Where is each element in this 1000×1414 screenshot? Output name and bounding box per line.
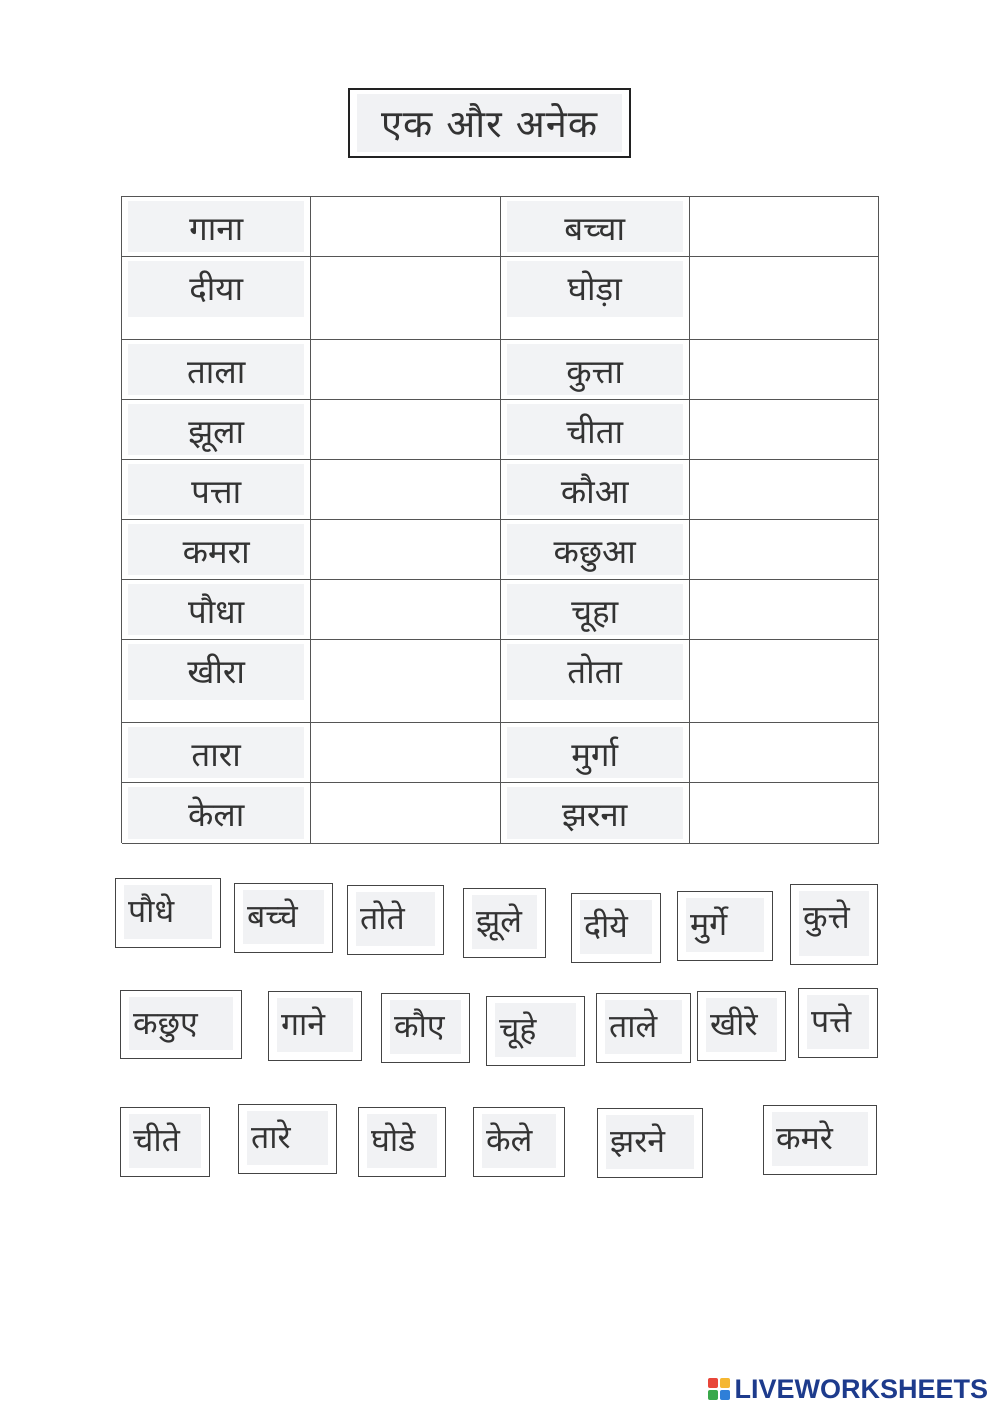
singular-word-cell (122, 640, 311, 723)
singular-word-cell (122, 257, 311, 340)
plural-word: चूहे (499, 1010, 537, 1048)
singular-word-cell (122, 580, 311, 640)
plural-word-tile[interactable] (798, 988, 878, 1058)
singular-word: झूला (188, 412, 245, 451)
singular-word-cell (501, 400, 690, 460)
answer-drop-cell[interactable] (690, 257, 879, 340)
answer-drop-cell[interactable] (690, 723, 879, 783)
plural-word: पत्ते (811, 1002, 852, 1040)
table-row (122, 723, 879, 783)
liveworksheets-logo (708, 1374, 988, 1404)
singular-word: चूहा (571, 592, 619, 631)
answer-drop-cell[interactable] (311, 723, 500, 783)
singular-word-cell (501, 340, 690, 400)
singular-word-cell (501, 783, 690, 844)
plural-word: झूले (476, 902, 522, 940)
answer-drop-cell[interactable] (690, 520, 879, 580)
answer-drop-cell[interactable] (311, 783, 500, 844)
plural-word-tile[interactable] (763, 1105, 877, 1175)
plural-word-tile[interactable] (473, 1107, 565, 1177)
singular-word: तोता (567, 652, 622, 691)
answer-drop-cell[interactable] (311, 640, 500, 723)
plural-word: कुत्ते (803, 898, 850, 936)
plural-word-tile[interactable] (358, 1107, 446, 1177)
worksheet-title: एक और अनेक (357, 94, 622, 152)
answer-drop-cell[interactable] (311, 197, 500, 257)
table-row (122, 460, 879, 520)
singular-word: ताला (186, 352, 246, 391)
singular-word-cell (122, 340, 311, 400)
plural-word-tile[interactable] (115, 878, 221, 948)
table-row (122, 340, 879, 400)
singular-word-cell (501, 460, 690, 520)
singular-word: तारा (191, 735, 241, 774)
brand-name: LIVEWORKSHEETS (734, 1373, 988, 1404)
answer-drop-cell[interactable] (690, 783, 879, 844)
table-row (122, 400, 879, 460)
plural-word: ताले (609, 1007, 658, 1045)
plural-word-tile[interactable] (234, 883, 333, 953)
singular-word: खीरा (187, 652, 245, 691)
singular-word: चीता (566, 412, 624, 451)
table-row (122, 580, 879, 640)
singular-word: घोड़ा (567, 269, 622, 308)
plural-word: पौधे (128, 892, 175, 930)
plural-word: बच्चे (247, 897, 298, 935)
table-row (122, 640, 879, 723)
singular-word: पत्ता (191, 472, 242, 511)
singular-word-cell (122, 400, 311, 460)
singular-word: कछुआ (553, 532, 636, 571)
singular-word: केला (187, 795, 245, 834)
plural-word-tile[interactable] (463, 888, 546, 958)
plural-word-tile[interactable] (238, 1104, 337, 1174)
plural-word-tile[interactable] (120, 1107, 210, 1177)
answer-drop-cell[interactable] (311, 400, 500, 460)
plural-word: कौए (394, 1007, 445, 1045)
singular-word-cell (501, 520, 690, 580)
table-row (122, 197, 879, 257)
plural-word-tile[interactable] (697, 991, 786, 1061)
logo-icon (708, 1378, 730, 1400)
singular-word: कुत्ता (566, 352, 623, 391)
singular-word-cell (501, 257, 690, 340)
plural-word: दीये (584, 907, 628, 945)
plural-word-tile[interactable] (347, 885, 444, 955)
plural-word-tile[interactable] (268, 991, 362, 1061)
singular-word-cell (122, 520, 311, 580)
plural-word: मुर्गे (690, 905, 728, 943)
singular-word-cell (501, 640, 690, 723)
singular-word-cell (501, 580, 690, 640)
plural-word: चीते (133, 1121, 180, 1159)
singular-word: कौआ (560, 472, 629, 511)
singular-word: झरना (561, 795, 628, 834)
singular-word-cell (501, 723, 690, 783)
table-row (122, 257, 879, 340)
singular-word: बच्चा (564, 209, 626, 248)
plural-word: घोडे (371, 1121, 416, 1159)
plural-word: तारे (251, 1118, 291, 1156)
singular-word-cell (122, 460, 311, 520)
table-row (122, 520, 879, 580)
plural-word: केले (486, 1121, 533, 1159)
answer-drop-cell[interactable] (690, 340, 879, 400)
answer-drop-cell[interactable] (690, 640, 879, 723)
plural-word-tile[interactable] (120, 990, 242, 1059)
title-box (348, 88, 631, 158)
plural-word: खीरे (710, 1005, 758, 1043)
plural-word: झरने (610, 1122, 666, 1160)
singular-word: गाना (189, 209, 244, 248)
plural-word: गाने (281, 1005, 326, 1043)
answer-drop-cell[interactable] (690, 580, 879, 640)
answer-drop-cell[interactable] (690, 400, 879, 460)
answer-drop-cell[interactable] (311, 460, 500, 520)
answer-table (121, 196, 879, 843)
answer-drop-cell[interactable] (311, 257, 500, 340)
answer-drop-cell[interactable] (690, 460, 879, 520)
table-row (122, 783, 879, 844)
plural-word-tile[interactable] (677, 891, 773, 961)
answer-drop-cell[interactable] (311, 340, 500, 400)
singular-word: दीया (189, 269, 243, 308)
plural-word-tile[interactable] (486, 996, 585, 1066)
singular-word: कमरा (182, 532, 250, 571)
plural-word: कमरे (776, 1119, 833, 1157)
answer-drop-cell[interactable] (311, 580, 500, 640)
plural-word-tile[interactable] (790, 884, 878, 965)
plural-word: तोते (360, 899, 405, 937)
answer-drop-cell[interactable] (311, 520, 500, 580)
singular-word-cell (122, 783, 311, 844)
answer-drop-cell[interactable] (690, 197, 879, 257)
plural-word-tile[interactable] (571, 893, 661, 963)
singular-word: मुर्गा (571, 735, 619, 774)
singular-word-cell (122, 197, 311, 257)
singular-word-cell (122, 723, 311, 783)
plural-word-tile[interactable] (597, 1108, 703, 1178)
plural-word: कछुए (133, 1004, 198, 1042)
plural-word-tile[interactable] (381, 993, 470, 1063)
plural-word-tile[interactable] (596, 993, 691, 1063)
singular-word-cell (501, 197, 690, 257)
singular-word: पौधा (188, 592, 245, 631)
